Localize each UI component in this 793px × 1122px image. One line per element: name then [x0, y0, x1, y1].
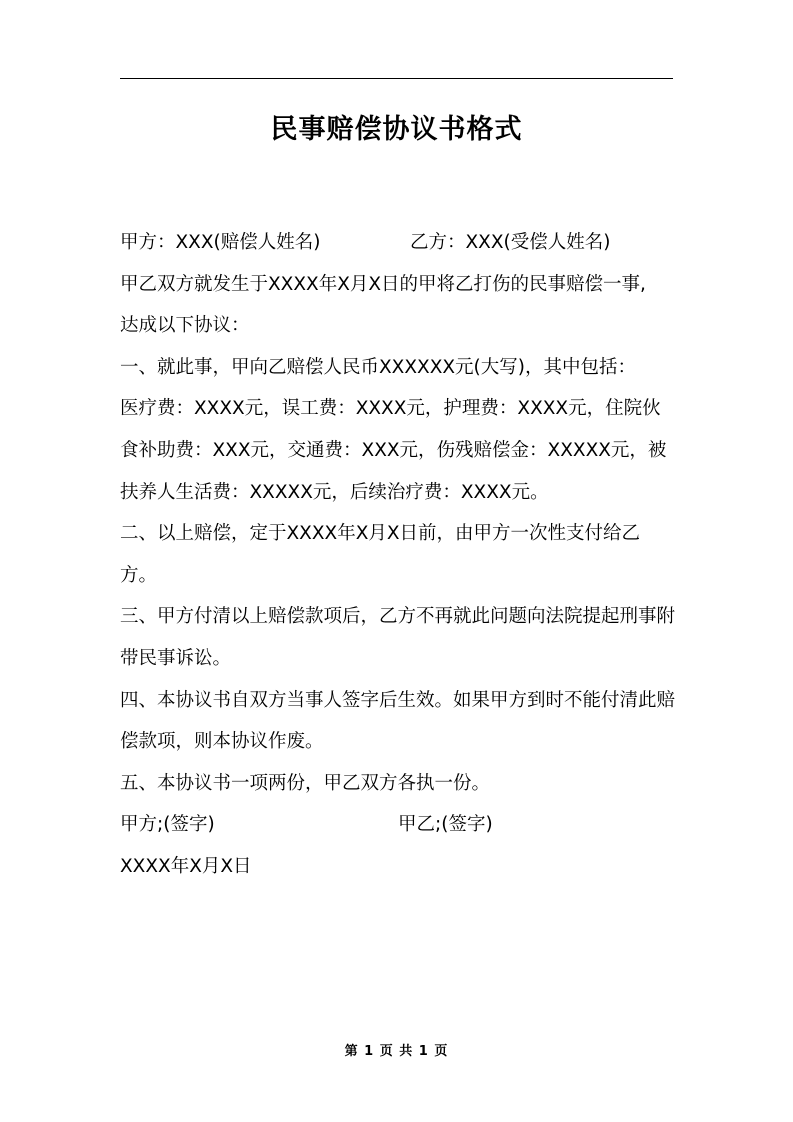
paragraph-line: 偿款项，则本协议作废。: [120, 731, 324, 753]
paragraph-line: 食补助费：XXX元，交通费：XXX元，伤残赔偿金：XXXXX元，被: [120, 439, 667, 461]
signature-party-a: 甲方;(签字): [120, 814, 215, 836]
paragraph-line: 四、本协议书自双方当事人签字后生效。如果甲方到时不能付清此赔: [120, 689, 676, 711]
paragraph-line: 医疗费：XXXX元，误工费：XXXX元，护理费：XXXX元，住院伙: [120, 398, 661, 420]
paragraph-line: 二、以上赔偿，定于XXXX年X月X日前，由甲方一次性支付给乙: [120, 523, 641, 545]
paragraph-line: 扶养人生活费：XXXXX元，后续治疗费：XXXX元。: [120, 481, 549, 503]
header-rule: [120, 78, 673, 79]
signature-party-b: 甲乙;(签字): [398, 814, 493, 836]
paragraph-line: 带民事诉讼。: [120, 647, 232, 669]
paragraph-line: 达成以下协议：: [120, 315, 250, 337]
date-line: XXXX年X月X日: [120, 855, 252, 877]
party-a-header: 甲方：XXX(赔偿人姓名): [120, 232, 321, 253]
document-title: 民事赔偿协议书格式: [270, 114, 523, 145]
party-header-row: [120, 222, 676, 264]
paragraph-line: 甲乙双方就发生于XXXX年X月X日的甲将乙打伤的民事赔偿一事,: [120, 273, 646, 295]
paragraph-line: 方。: [120, 564, 158, 586]
paragraph-line: 一、就此事，甲向乙赔偿人民币XXXXXX元(大写)，其中包括：: [120, 356, 636, 378]
page-indicator: 第 1 页 共 1 页: [344, 1044, 449, 1059]
party-b-header: 乙方：XXX(受偿人姓名): [410, 232, 611, 253]
document-body: [120, 222, 676, 888]
signature-row: [120, 804, 676, 846]
paragraph-line: 五、本协议书一项两份，甲乙双方各执一份。: [120, 772, 491, 794]
paragraph-line: 三、甲方付清以上赔偿款项后，乙方不再就此问题向法院提起刑事附: [120, 606, 676, 628]
